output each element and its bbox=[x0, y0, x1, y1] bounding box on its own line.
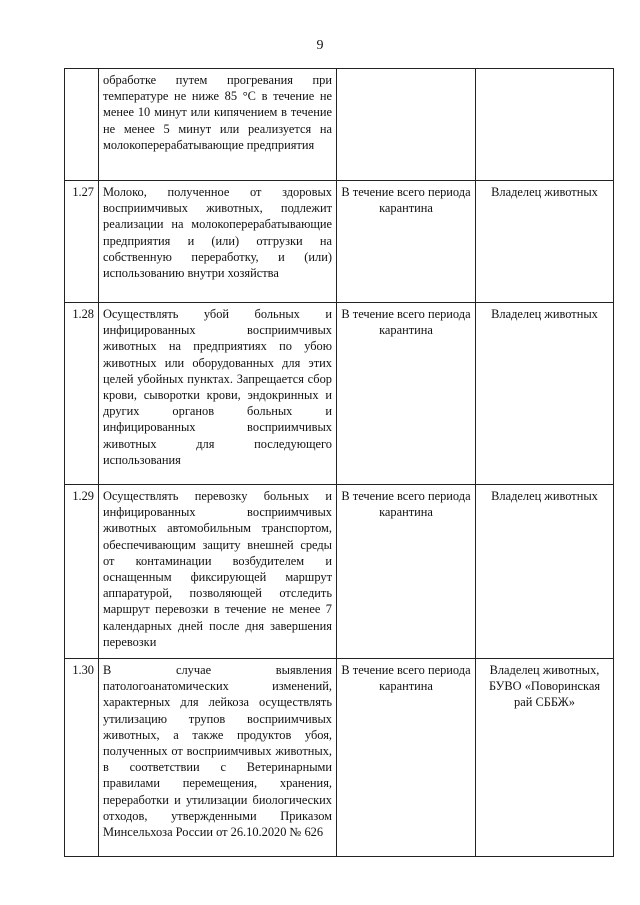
term-text: В течение всего периода карантина bbox=[337, 181, 476, 303]
responsible-text: Владелец животных bbox=[476, 303, 614, 485]
measure-text: Осуществлять убой больных и инфицированных восприимчивых животных на предприятиях по убою животных или оборудованных для этих целей убойных пунктах. Запрещается сбор крови, сыворотки крови, эндокринных и других органов больных и инфицированных восприимчивых животных для последующего использования bbox=[99, 303, 337, 485]
row-number: 1.27 bbox=[65, 181, 99, 303]
table-row bbox=[65, 69, 614, 181]
responsible-text: Владелец животных bbox=[476, 181, 614, 303]
term-text: В течение всего периода карантина bbox=[337, 485, 476, 659]
term-text: В течение всего периода карантина bbox=[337, 659, 476, 857]
responsible-text: Владелец животных bbox=[476, 485, 614, 659]
measure-text: В случае выявления патологоанатомических изменений, характерных для лейкоза осуществлять утилизацию трупов восприимчивых животных, а также продуктов убоя, полученных от восприимчивых животных, в соответствии с Ветеринарными правилами перемещения, хранения, переработки и утилизации биологических отходов, утвержденными Приказом Минсельхоза России от 26.10.2020 № 626 bbox=[99, 659, 337, 857]
page-number: 9 bbox=[316, 38, 324, 53]
row-number bbox=[65, 69, 99, 181]
measures-table bbox=[64, 68, 614, 857]
responsible-text bbox=[476, 69, 614, 181]
table-row bbox=[65, 659, 614, 857]
table-row bbox=[65, 181, 614, 303]
measure-text: обработке путем прогревания при температуре не ниже 85 °С в течение не менее 10 минут или кипячением в течение не менее 5 минут или реализуется на молокоперерабатывающие предприятия bbox=[99, 69, 337, 181]
measure-text: Молоко, полученное от здоровых восприимчивых животных, подлежит реализации на молокоперерабатывающие предприятия и (или) отгрузки на собственную переработку, и (или) использованию внутри хозяйства bbox=[99, 181, 337, 303]
responsible-text: Владелец животных, БУВО «Поворинская рай СББЖ» bbox=[476, 659, 614, 857]
table-row bbox=[65, 303, 614, 485]
table-row bbox=[65, 485, 614, 659]
row-number: 1.30 bbox=[65, 659, 99, 857]
term-text: В течение всего периода карантина bbox=[337, 303, 476, 485]
row-number: 1.29 bbox=[65, 485, 99, 659]
row-number: 1.28 bbox=[65, 303, 99, 485]
measure-text: Осуществлять перевозку больных и инфицированных восприимчивых животных автомобильным транспортом, обеспечивающим защиту внешней среды от контаминации возбудителем и оснащенным фиксирующей маршрут аппаратурой, позволяющей отследить маршрут перевозки в течение не менее 7 календарных дней после дня завершения перевозки bbox=[99, 485, 337, 659]
term-text bbox=[337, 69, 476, 181]
